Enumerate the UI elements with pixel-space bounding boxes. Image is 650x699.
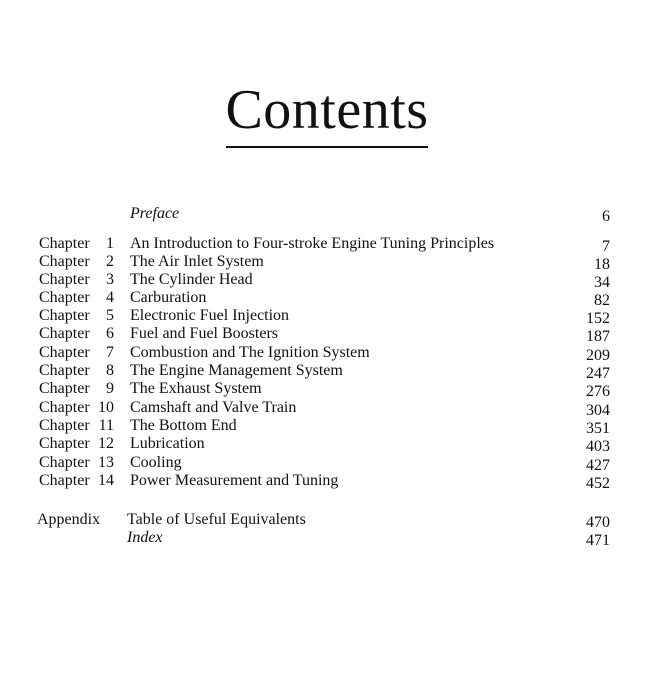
toc-entry-title: The Bottom End <box>130 417 237 434</box>
chapter-label: Chapter <box>39 344 90 361</box>
toc-entry-page: 209 <box>586 347 610 364</box>
toc-entry-title: Carburation <box>130 289 207 306</box>
chapter-label: Chapter <box>39 435 90 452</box>
toc-entry-page: 152 <box>586 310 610 327</box>
toc-entry-page: 276 <box>586 383 610 400</box>
chapter-number: 1 <box>106 235 114 252</box>
toc-entry-page: 247 <box>586 365 610 382</box>
chapter-number: 2 <box>106 253 114 270</box>
toc-entry-page: 187 <box>586 328 610 345</box>
toc-entry-title: Lubrication <box>130 435 205 452</box>
chapter-label: Chapter <box>39 271 90 288</box>
chapter-label: Chapter <box>39 417 90 434</box>
toc-entry-title: An Introduction to Four-stroke Engine Tuning Principles <box>130 235 495 252</box>
toc-entry-page: 351 <box>586 420 610 437</box>
page-title: Contents <box>225 79 429 141</box>
appendix-label: Appendix <box>37 511 101 528</box>
chapter-number: 12 <box>98 435 114 452</box>
toc-entry-title: Combustion and The Ignition System <box>130 344 370 361</box>
toc-entry-page: 470 <box>586 514 610 531</box>
chapter-number: 7 <box>106 344 114 361</box>
toc-entry-title: Camshaft and Valve Train <box>130 399 297 416</box>
chapter-number: 5 <box>106 307 114 324</box>
chapter-number: 3 <box>106 271 114 288</box>
toc-entry-title: Fuel and Fuel Boosters <box>130 325 278 342</box>
chapter-number: 9 <box>106 380 114 397</box>
toc-entry-page: 304 <box>586 402 610 419</box>
toc-entry-title: Index <box>127 529 163 546</box>
toc-entry-page: 427 <box>586 457 610 474</box>
toc-entry-title: The Cylinder Head <box>130 271 253 288</box>
title-rule <box>226 146 428 148</box>
chapter-label: Chapter <box>39 253 90 270</box>
toc-entry-page: 34 <box>594 274 610 291</box>
chapter-label: Chapter <box>39 472 90 489</box>
toc-entry-page: 452 <box>586 475 610 492</box>
chapter-label: Chapter <box>39 235 90 252</box>
toc-entry-title: The Air Inlet System <box>130 253 264 270</box>
chapter-label: Chapter <box>39 454 90 471</box>
toc-entry-page: 6 <box>602 208 610 225</box>
chapter-number: 14 <box>98 472 114 489</box>
chapter-number: 13 <box>98 454 114 471</box>
toc-entry-title: The Exhaust System <box>130 380 262 397</box>
toc-entry-title: Cooling <box>130 454 182 471</box>
toc-entry-page: 471 <box>586 532 610 549</box>
chapter-number: 6 <box>106 325 114 342</box>
chapter-number: 10 <box>98 399 114 416</box>
toc-entry-title: Preface <box>130 205 180 222</box>
chapter-label: Chapter <box>39 307 90 324</box>
chapter-number: 4 <box>106 289 114 306</box>
toc-entry-title: Electronic Fuel Injection <box>130 307 290 324</box>
chapter-label: Chapter <box>39 289 90 306</box>
toc-entry-page: 403 <box>586 438 610 455</box>
chapter-label: Chapter <box>39 325 90 342</box>
toc-entry-page: 82 <box>594 292 610 309</box>
chapter-number: 11 <box>98 417 114 434</box>
chapter-number: 8 <box>106 362 114 379</box>
toc-entry-page: 18 <box>594 256 610 273</box>
toc-entry-title: Table of Useful Equivalents <box>127 511 306 528</box>
chapter-label: Chapter <box>39 399 90 416</box>
toc-entry-page: 7 <box>602 238 610 255</box>
chapter-label: Chapter <box>39 380 90 397</box>
toc-entry-title: Power Measurement and Tuning <box>130 472 339 489</box>
chapter-label: Chapter <box>39 362 90 379</box>
toc-entry-title: The Engine Management System <box>130 362 343 379</box>
